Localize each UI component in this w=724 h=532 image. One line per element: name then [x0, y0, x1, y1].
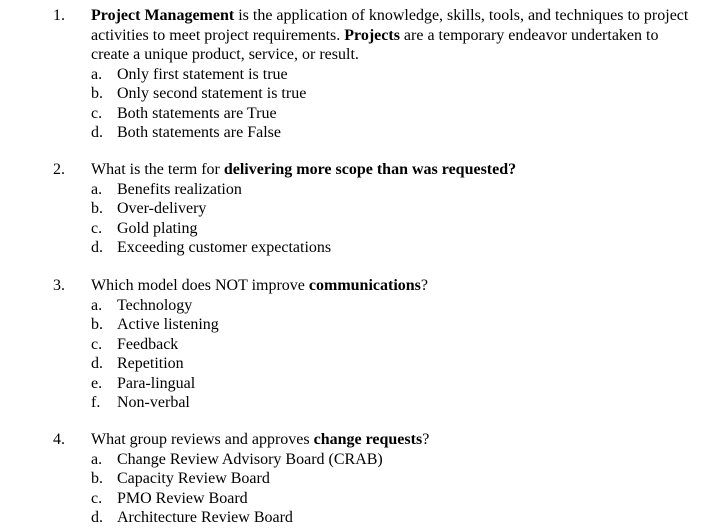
option-letter: a. — [91, 180, 103, 198]
option-letter: d. — [91, 509, 103, 526]
option-text: Non-verbal — [117, 394, 190, 411]
option-letter: a. — [91, 296, 103, 314]
option-letter: d. — [91, 355, 103, 372]
option-text: Change Review Advisory Board (CRAB) — [117, 450, 383, 468]
option-letter: e. — [91, 374, 103, 392]
stem-bold: delivering more scope than was requested? — [223, 161, 517, 178]
option-text: Exceeding customer expectations — [117, 239, 332, 256]
stem-bold: communications — [308, 277, 421, 294]
option-text: Para-lingual — [117, 374, 196, 392]
option-text: Only second statement is true — [117, 85, 307, 102]
stem-text: What group reviews and approves — [91, 431, 314, 448]
option-letter: a. — [91, 450, 103, 468]
option-text: Feedback — [117, 335, 179, 353]
question-number: 1. — [53, 7, 65, 24]
option-letter: b. — [91, 316, 103, 333]
option-text: Both statements are True — [117, 104, 277, 122]
stem-bold: change requests — [313, 431, 423, 448]
option-letter: f. — [91, 394, 101, 411]
option-letter: c. — [91, 219, 103, 237]
stem-text: What is the term for — [91, 161, 224, 178]
option-letter: b. — [91, 470, 103, 487]
stem-bold: Project Management — [91, 7, 235, 24]
option-letter: a. — [91, 65, 103, 83]
option-letter: c. — [91, 104, 103, 122]
option-letter: c. — [91, 489, 103, 507]
option-letter: d. — [91, 239, 103, 256]
stem-text: are a temporary endeavor undertaken to create a unique product, service, or result. — [91, 26, 659, 63]
option-text: Benefits realization — [117, 180, 242, 198]
option-text: Repetition — [117, 355, 184, 372]
option-text: Architecture Review Board — [117, 509, 293, 526]
option-text: PMO Review Board — [117, 489, 248, 507]
stem-bold: Projects — [344, 26, 400, 44]
option-letter: d. — [91, 124, 103, 141]
option-text: Over-delivery — [117, 200, 207, 217]
option-text: Active listening — [117, 316, 219, 333]
option-letter: b. — [91, 85, 103, 102]
question-number: 2. — [53, 161, 65, 178]
question-stem — [91, 160, 691, 180]
option-text: Both statements are False — [117, 124, 281, 141]
option-letter: b. — [91, 200, 103, 217]
option-text: Capacity Review Board — [117, 470, 270, 487]
question-stem — [91, 276, 691, 296]
stem-text: ? — [420, 277, 428, 294]
option-text: Only first statement is true — [117, 65, 288, 83]
option-letter: c. — [91, 335, 103, 353]
question-stem — [91, 430, 691, 450]
stem-text: Which model does NOT improve — [91, 277, 309, 294]
question-number: 3. — [53, 277, 65, 294]
question-number: 4. — [53, 431, 65, 448]
question-stem — [91, 6, 691, 65]
stem-text: ? — [422, 431, 430, 448]
stem-text: is the application of knowledge, skills, tools, and techniques to project activities to meet project requirements. — [91, 7, 689, 44]
option-text: Technology — [117, 296, 193, 314]
option-text: Gold plating — [117, 219, 198, 237]
